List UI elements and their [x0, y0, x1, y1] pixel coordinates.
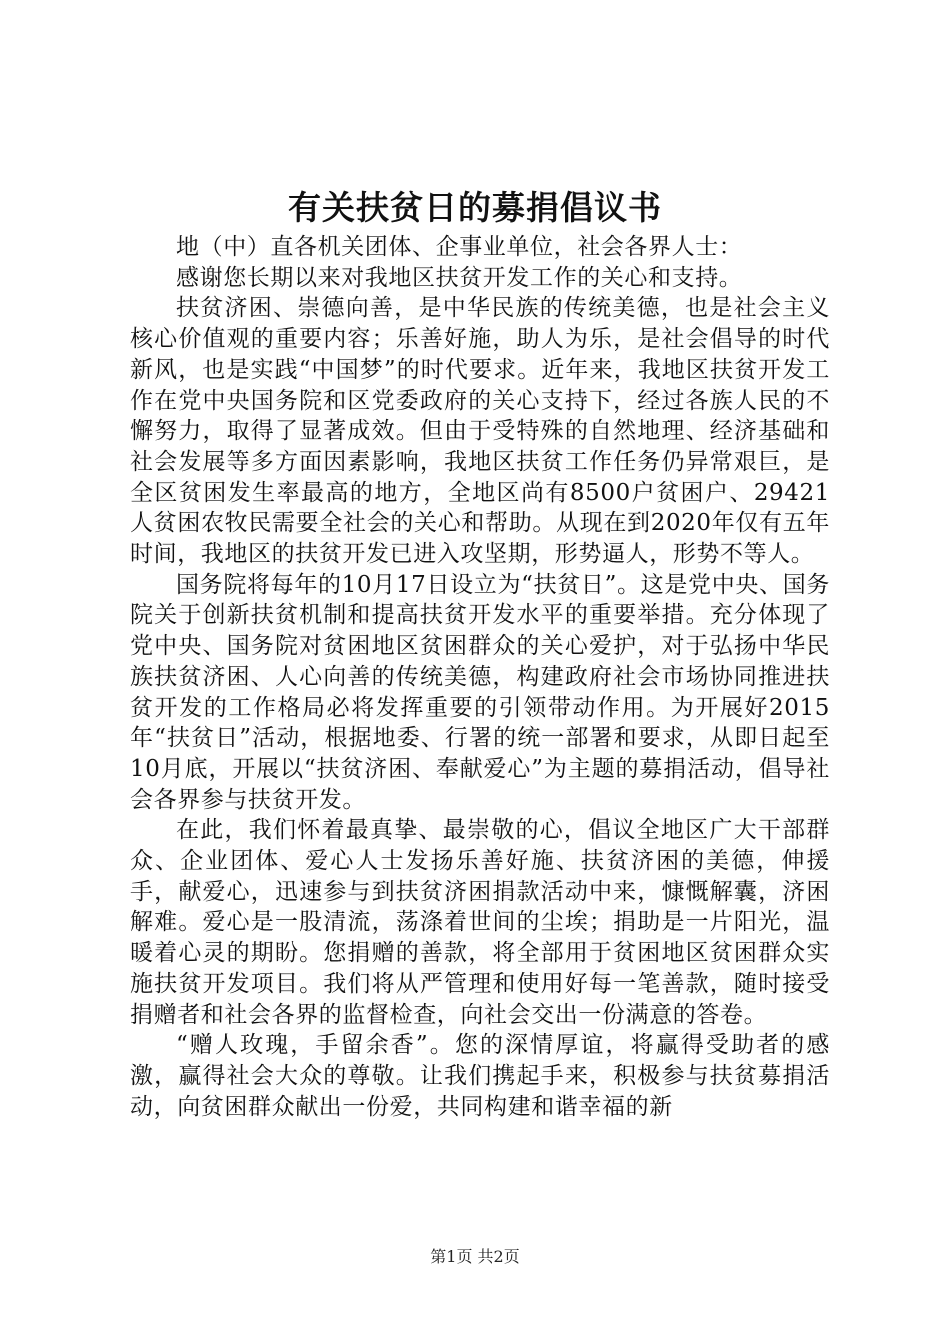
- document-body: [130, 232, 830, 1122]
- appeal-paragraph: 在此，我们怀着最真挚、最崇敬的心，倡议全地区广大干部群众、企业团体、爱心人士发扬乐善好施、扶贫济困的美德，伸援手，献爱心，迅速参与到扶贫济困捐款活动中来，慷慨解囊，济困解难。爱心是一股清流，荡涤着世间的尘埃；捐助是一片阳光，温暖着心灵的期盼。您捐赠的善款，将全部用于贫困地区贫困群众实施扶贫开发项目。我们将从严管理和使用好每一笔善款，随时接受捐赠者和社会各界的监督检查，向社会交出一份满意的答卷。: [130, 817, 830, 1028]
- document-title: 有关扶贫日的募捐倡议书: [288, 188, 662, 227]
- background-paragraph: 扶贫济困、崇德向善，是中华民族的传统美德，也是社会主义核心价值观的重要内容；乐善好施，助人为乐，是社会倡导的时代新风，也是实践“中国梦”的时代要求。近年来，我地区扶贫开发工作在党中央国务院和区党委政府的关心支持下，经过各族人民的不懈努力，取得了显著成效。但由于受特殊的自然地理、经济基础和社会发展等多方面因素影响，我地区扶贫工作任务仍异常艰巨，是全区贫困发生率最高的地方，全地区尚有8500户贫困户、29421人贫困农牧民需要全社会的关心和帮助。从现在到2020年仅有五年时间，我地区的扶贫开发已进入攻坚期，形势逼人，形势不等人。: [130, 295, 830, 568]
- salutation-paragraph: 地（中）直各机关团体、企事业单位，社会各界人士：: [176, 234, 743, 260]
- thanks-paragraph: 感谢您长期以来对我地区扶贫开发工作的关心和支持。: [176, 264, 743, 291]
- page-footer: 第1页 共2页: [430, 1247, 520, 1266]
- poverty-day-paragraph: 国务院将每年的10月17日设立为“扶贫日”。这是党中央、国务院关于创新扶贫机制和提高扶贫开发水平的重要举措。充分体现了党中央、国务院对贫困地区贫困群众的关心爱护，对于弘扬中华民族扶贫济困、人心向善的传统美德，构建政府社会市场协同推进扶贫开发的工作格局必将发挥重要的引领带动作用。为开展好2015年“扶贫日”活动，根据地委、行署的统一部署和要求，从即日起至10月底，开展以“扶贫济困、奉献爱心”为主题的募捐活动，倡导社会各界参与扶贫开发。: [130, 571, 830, 813]
- closing-paragraph: “赠人玫瑰，手留余香”。您的深情厚谊，将赢得受助者的感激，赢得社会大众的尊敬。让我们携起手来，积极参与扶贫募捐活动，向贫困群众献出一份爱，共同构建和谐幸福的新: [130, 1032, 830, 1120]
